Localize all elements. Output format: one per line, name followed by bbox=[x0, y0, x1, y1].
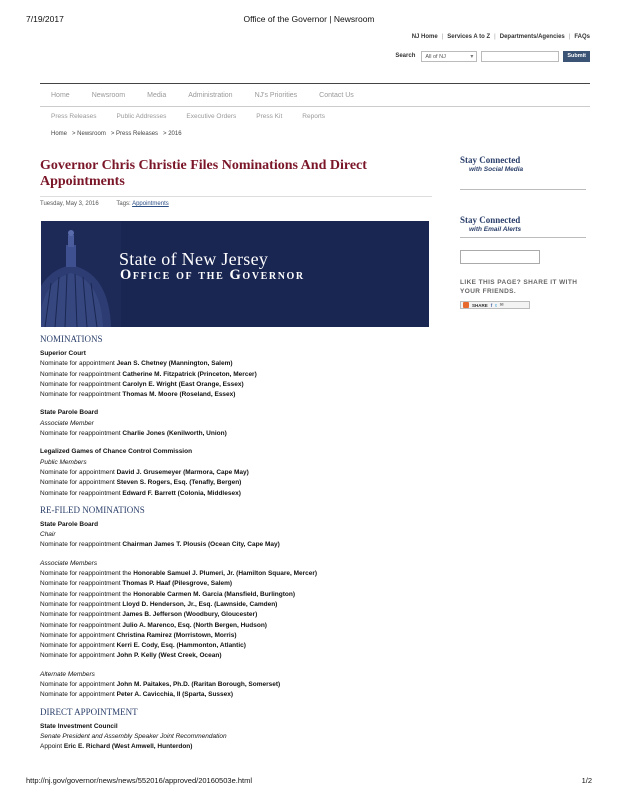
main-nav bbox=[40, 83, 590, 107]
email-icon: ✉ bbox=[499, 302, 504, 307]
search-label: Search bbox=[395, 53, 416, 59]
nav-administration[interactable]: Administration bbox=[188, 91, 233, 99]
sidebar-email bbox=[460, 215, 586, 309]
appointment-action: Nominate for appointment bbox=[40, 631, 117, 639]
print-footer bbox=[26, 776, 592, 785]
share-button[interactable] bbox=[460, 301, 530, 309]
appointee-name: Charlie Jones (Kenilworth, Union) bbox=[122, 430, 227, 438]
appointee-name: Steven S. Rogers, Esq. (Tenafly, Bergen) bbox=[116, 479, 242, 487]
appointee-name: Chairman James T. Plousis (Ocean City, Cape May) bbox=[122, 541, 280, 549]
appointee-name: Honorable Carmen M. Garcia (Mansfield, Burlington) bbox=[133, 590, 296, 598]
appointment-action: Nominate for reappointment the bbox=[40, 590, 134, 598]
article-date: Tuesday, May 3, 2016 bbox=[40, 201, 99, 207]
print-page-title: Office of the Governor | Newsroom bbox=[243, 14, 375, 24]
appointee-name: Carolyn E. Wright (East Orange, Essex) bbox=[122, 380, 244, 388]
divider bbox=[460, 189, 586, 190]
appointment-line bbox=[40, 690, 432, 700]
print-header bbox=[26, 14, 592, 26]
appointment-line bbox=[40, 390, 432, 400]
search-scope-value: All of NJ bbox=[425, 53, 446, 60]
role-name: Chair bbox=[40, 531, 56, 539]
appointment-line bbox=[40, 742, 432, 752]
appointee-name: Thomas P. Haaf (Pilesgrove, Salem) bbox=[122, 580, 233, 588]
appointment-action: Nominate for appointment bbox=[40, 468, 117, 476]
share-label: SHARE bbox=[472, 302, 488, 308]
subnav-public-addresses[interactable]: Public Addresses bbox=[116, 113, 167, 120]
subnav-reports[interactable]: Reports bbox=[302, 113, 326, 120]
article-body bbox=[40, 333, 432, 753]
share-prompt: LIKE THIS PAGE? SHARE IT WITH YOUR FRIENDS. bbox=[460, 279, 578, 295]
org-name: State Parole Board bbox=[40, 409, 99, 417]
org-name: Superior Court bbox=[40, 350, 86, 357]
section-heading: RE-FILED NOMINATIONS bbox=[40, 504, 145, 515]
appointee-name: Kerri E. Cody, Esq. (Hammonton, Atlantic) bbox=[116, 642, 246, 650]
appointment-line bbox=[40, 540, 432, 550]
breadcrumb[interactable]: Home > Newsroom > Press Releases > 2016 bbox=[51, 131, 182, 137]
appointee-name: Catherine M. Fitzpatrick (Princeton, Mercer) bbox=[122, 370, 257, 378]
tags-label: Tags: bbox=[116, 201, 131, 207]
org-name: State Investment Council bbox=[40, 722, 118, 730]
section-heading: NOMINATIONS bbox=[40, 334, 103, 344]
appointee-name: Jean S. Chetney (Mannington, Salem) bbox=[116, 360, 233, 368]
twitter-icon: t bbox=[495, 302, 497, 308]
governor-banner bbox=[41, 221, 429, 327]
appointment-list bbox=[40, 680, 432, 701]
nj-home-link[interactable]: NJ Home bbox=[411, 34, 438, 40]
appointment-list bbox=[40, 468, 432, 499]
appointment-line bbox=[40, 680, 432, 690]
nav-home[interactable]: Home bbox=[51, 91, 70, 99]
search-submit-button[interactable]: Submit bbox=[563, 51, 590, 62]
stay-connected-social-sub[interactable]: with Social Media bbox=[469, 166, 524, 173]
appointee-name: David J. Grusemeyer (Marmora, Cape May) bbox=[116, 468, 249, 476]
appointee-name: Christina Ramirez (Morristown, Morris) bbox=[116, 631, 237, 639]
appointee-name: Thomas M. Moore (Roseland, Essex) bbox=[122, 391, 236, 399]
role-name: Associate Members bbox=[40, 559, 98, 567]
appointment-line bbox=[40, 651, 432, 661]
appointee-name: Lloyd D. Henderson, Jr., Esq. (Lawnside, Camden) bbox=[122, 600, 278, 608]
appointment-action: Nominate for appointment bbox=[40, 360, 117, 368]
appointment-action: Nominate for appointment bbox=[40, 642, 117, 650]
services-a-to-z-link[interactable]: Services A to Z bbox=[447, 34, 491, 40]
appointment-line bbox=[40, 610, 432, 620]
nav-contact-us[interactable]: Contact Us bbox=[319, 91, 354, 99]
appointment-line bbox=[40, 641, 432, 651]
appointment-line bbox=[40, 621, 432, 631]
appointment-action: Nominate for reappointment the bbox=[40, 570, 134, 578]
appointee-name: Eric E. Richard (West Amwell, Hunterdon) bbox=[63, 743, 193, 751]
chevron-down-icon: ▾ bbox=[470, 53, 474, 60]
sidebar-social bbox=[460, 155, 586, 190]
org-name: Legalized Games of Chance Control Commission bbox=[40, 448, 193, 456]
appointment-line bbox=[40, 579, 432, 589]
article-title: Governor Chris Christie Files Nominations And Direct Appointments bbox=[40, 158, 367, 189]
facebook-icon: f bbox=[490, 302, 493, 308]
appointment-line bbox=[40, 359, 432, 369]
appointment-action: Nominate for appointment bbox=[40, 691, 117, 699]
appointment-action: Nominate for reappointment bbox=[40, 391, 123, 399]
section-heading: DIRECT APPOINTMENT bbox=[40, 706, 138, 717]
appointment-list bbox=[40, 429, 432, 439]
appointment-list bbox=[40, 359, 432, 400]
departments-agencies-link[interactable]: Departments/Agencies bbox=[499, 34, 565, 40]
search-input[interactable] bbox=[481, 51, 559, 62]
banner-state-name: State of New Jersey bbox=[119, 249, 269, 269]
appointment-action: Nominate for reappointment bbox=[40, 600, 123, 608]
utility-links: NJ Home | Services A to Z | Departments/Agencies | FAQs bbox=[411, 34, 590, 40]
appointment-line bbox=[40, 478, 432, 488]
nav-media[interactable]: Media bbox=[147, 91, 167, 99]
nav-newsroom[interactable]: Newsroom bbox=[91, 91, 126, 99]
print-date: 7/19/2017 bbox=[26, 14, 64, 24]
appointment-action: Nominate for appointment bbox=[40, 479, 117, 487]
nav-nj-priorities[interactable]: NJ's Priorities bbox=[254, 91, 298, 99]
subnav-executive-orders[interactable]: Executive Orders bbox=[186, 113, 237, 120]
role-name: Senate President and Assembly Speaker Joint Recommendation bbox=[40, 732, 227, 740]
capitol-dome-image bbox=[41, 221, 121, 327]
stay-connected-email-sub[interactable]: with Email Alerts bbox=[469, 226, 522, 233]
appointee-name: James B. Jefferson (Woodbury, Gloucester) bbox=[122, 611, 258, 619]
appointee-name: John M. Paitakes, Ph.D. (Raritan Borough, Somerset) bbox=[116, 681, 281, 689]
subnav-press-releases[interactable]: Press Releases bbox=[51, 113, 97, 120]
role-name: Public Members bbox=[40, 458, 87, 466]
appointment-action: Nominate for reappointment bbox=[40, 621, 123, 629]
appointee-name: Honorable Samuel J. Plumeri, Jr. (Hamilton Square, Mercer) bbox=[133, 570, 318, 578]
print-page-number: 1/2 bbox=[581, 776, 592, 785]
divider bbox=[460, 237, 586, 238]
appointment-line bbox=[40, 380, 432, 390]
org-name: State Parole Board bbox=[40, 520, 99, 528]
appointment-action: Nominate for reappointment bbox=[40, 611, 123, 619]
appointment-line bbox=[40, 569, 432, 579]
appointment-action: Nominate for reappointment bbox=[40, 580, 123, 588]
role-name: Alternate Members bbox=[40, 670, 95, 678]
appointee-name: John P. Kelly (West Creek, Ocean) bbox=[116, 652, 222, 660]
appointment-list bbox=[40, 540, 432, 550]
email-alert-input[interactable] bbox=[460, 250, 540, 264]
search-bar bbox=[395, 50, 590, 62]
role-name: Associate Member bbox=[40, 419, 94, 427]
subnav-press-kit[interactable]: Press Kit bbox=[256, 113, 283, 120]
appointment-action: Nominate for appointment bbox=[40, 652, 117, 660]
appointment-action: Nominate for reappointment bbox=[40, 489, 123, 497]
banner-office-name: Office of the Governor bbox=[120, 267, 305, 283]
appointment-action: Nominate for reappointment bbox=[40, 370, 123, 378]
tag-link[interactable]: Appointments bbox=[132, 201, 169, 207]
appointment-line bbox=[40, 590, 432, 600]
appointment-action: Nominate for reappointment bbox=[40, 430, 123, 438]
search-scope-select[interactable] bbox=[421, 51, 477, 62]
stay-connected-email-title[interactable]: Stay Connected bbox=[460, 215, 521, 225]
stay-connected-social-title[interactable]: Stay Connected bbox=[460, 155, 521, 165]
appointment-action: Nominate for reappointment bbox=[40, 380, 123, 388]
appointment-list bbox=[40, 742, 432, 752]
appointee-name: Peter A. Cavicchia, II (Sparta, Sussex) bbox=[116, 691, 234, 699]
sub-nav bbox=[51, 113, 345, 120]
appointment-line bbox=[40, 429, 432, 439]
appointment-action: Nominate for appointment bbox=[40, 681, 117, 689]
print-url: http://nj.gov/governor/news/news/552016/approved/20160503e.html bbox=[26, 776, 252, 785]
article-meta bbox=[40, 196, 432, 207]
faqs-link[interactable]: FAQs bbox=[574, 34, 590, 40]
appointment-line bbox=[40, 631, 432, 641]
appointment-line bbox=[40, 600, 432, 610]
appointee-name: Julio A. Marenco, Esq. (North Bergen, Hudson) bbox=[122, 621, 267, 629]
appointment-line bbox=[40, 370, 432, 380]
appointment-action: Nominate for reappointment bbox=[40, 541, 123, 549]
appointee-name: Edward F. Barrett (Colonia, Middlesex) bbox=[122, 489, 241, 497]
share-icon bbox=[463, 302, 469, 308]
appointment-list bbox=[40, 569, 432, 662]
appointment-line bbox=[40, 489, 432, 499]
appointment-line bbox=[40, 468, 432, 478]
appointment-action: Appoint bbox=[40, 743, 64, 751]
